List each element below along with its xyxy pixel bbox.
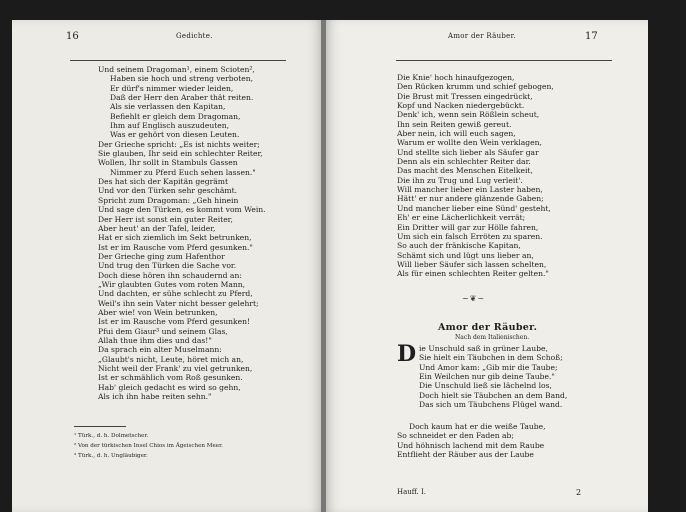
signature-mark: Hauff. I.	[397, 488, 426, 496]
footnote-1: ¹ Türk., d. h. Dolmetscher.	[74, 433, 149, 439]
verse-line: Und vor den Türken sehr geschämt.	[98, 186, 238, 196]
verse-line: Ihm auf Englisch auszudeuten,	[110, 121, 230, 131]
footnote-rule	[74, 426, 126, 427]
verse-line: So schneidet er den Faden ab;	[397, 431, 514, 441]
verse-line: Aber heut' an der Tafel, leider,	[98, 223, 216, 233]
verse-line: Doch kaum hat er die weiße Taube,	[409, 422, 546, 431]
verse-line: Um sich ein falsch Erröten zu sparen.	[397, 231, 543, 241]
section-ornament: ~❦~	[462, 294, 486, 303]
verse-line: Warum er wollte den Wein verklagen,	[397, 138, 542, 148]
left-page-number: 16	[66, 31, 79, 42]
verse-line: Und dachten, er sühe schlecht zu Pferd,	[98, 289, 253, 299]
verse-line: Ein Weilchen nur gib deine Taube."	[419, 372, 555, 382]
verse-line: Und seinem Dragoman¹, einem Scioten²,	[98, 65, 255, 74]
verse-line: Als ich ihn habe reiten sehn."	[98, 392, 212, 402]
verse-line: Sie glauben, Ihr seid ein schlechter Reiter,	[98, 149, 263, 159]
verse-line: Will lieber Säufer sich lassen schelten,	[397, 259, 547, 269]
verse-line: Die Brust mit Tressen eingedrückt,	[397, 91, 533, 101]
verse-line: Ist er schmählich vom Roß gesunken.	[98, 373, 243, 383]
verse-line: Das macht des Menschen Eitelkeit,	[397, 166, 533, 176]
left-poem-text	[98, 65, 266, 401]
verse-line: Und Amor kam: „Gib mir die Taube;	[419, 362, 558, 372]
right-page-number: 17	[585, 31, 598, 42]
book-gutter	[321, 20, 326, 512]
poem-stanza-2	[397, 422, 546, 459]
verse-line: Da sprach ein alter Muselmann:	[98, 345, 222, 355]
verse-line: Und sage den Türken, es kommt vom Wein.	[98, 205, 266, 215]
verse-line: Das sich um Täubchens Flügel wand.	[419, 400, 563, 410]
verse-line: Als sie verlassen den Kapitan,	[110, 102, 226, 112]
verse-line: „Wir glaubten Gutes vom roten Mann,	[98, 279, 246, 289]
verse-line: „Glaubt's nicht, Leute, höret mich an,	[98, 354, 244, 364]
verse-line: Daß der Herr den Araber thät reiten.	[110, 93, 254, 103]
verse-line: Nimmer zu Pferd Euch sehen lassen."	[110, 167, 256, 177]
verse-line: Ein Dritter will gar zur Hölle fahren,	[397, 222, 539, 232]
verse-line: Schämt sich und lügt uns lieber an,	[397, 250, 534, 260]
verse-line: Sie hielt ein Täubchen in dem Schoß;	[419, 353, 563, 363]
verse-line: Entflieht der Räuber aus der Laube	[397, 450, 534, 460]
right-poem-text	[397, 73, 554, 279]
verse-line: Die Unschuld ließ sie lächelnd los,	[419, 381, 552, 391]
verse-line: Hab' gleich gedacht es wird so gehn,	[98, 382, 241, 392]
verse-line: Aber wie! von Wein betrunken,	[98, 307, 218, 317]
verse-line: Pfui dem Giaur³ und seinem Glas,	[98, 326, 228, 336]
verse-line: Was er gehört von diesen Leuten.	[110, 130, 240, 140]
footnote-3: ³ Türk., d. h. Ungläubiger.	[74, 453, 148, 459]
verse-line: Haben sie hoch und streng verboten,	[110, 74, 254, 84]
poem-subtitle: Nach dem Italienischen.	[455, 334, 530, 341]
left-head-rule	[70, 60, 286, 61]
drop-cap: D	[397, 341, 417, 367]
verse-line: Allah thue ihm dies und das!"	[98, 335, 212, 345]
verse-line: Hat er sich ziemlich im Sekt betrunken,	[98, 233, 252, 243]
footnote-2: ² Von der türkischen Insel Chios im Ägeischen Meer.	[74, 443, 223, 449]
verse-line: Spricht zum Dragoman: „Geh hinein	[98, 195, 239, 205]
verse-line: Ihn sein Reiten gewiß gereut.	[397, 119, 512, 129]
verse-line: Der Grieche spricht: „Es ist nichts weiter;	[98, 139, 260, 149]
signature-number: 2	[576, 488, 582, 497]
verse-line: So auch der fränkische Kapitan,	[397, 241, 521, 251]
verse-line: Doch hielt sie Täubchen an dem Band,	[419, 390, 568, 400]
poem-title: Amor der Räuber.	[438, 322, 538, 333]
verse-line: Die ihn zu Trug und Lug verleit'.	[397, 175, 523, 185]
verse-line: Will mancher lieber ein Laster haben,	[397, 185, 543, 195]
verse-line: Kopf und Nacken niedergebückt.	[397, 101, 525, 111]
verse-line: Der Grieche ging zum Hafenthor	[98, 251, 225, 261]
verse-line: Ist er im Rausche vom Pferd gesunken!	[98, 317, 251, 327]
right-head-rule	[396, 60, 612, 61]
verse-line: Und stellte sich lieber als Säufer gar	[397, 147, 539, 157]
verse-line: Nicht weil der Frank' zu viel getrunken,	[98, 364, 253, 373]
right-running-head: Amor der Räuber.	[448, 32, 517, 40]
verse-line: Den Rücken krumm und schief gebogen,	[397, 82, 554, 92]
verse-line: Doch diese hören ihn schaudernd an:	[98, 270, 242, 280]
verse-line: Der Herr ist sonst ein guter Reiter,	[98, 214, 233, 224]
verse-line: Weil's ihn sein Vater nicht besser gelehrt;	[98, 298, 259, 308]
verse-line: ie Unschuld saß in grüner Laube,	[419, 344, 548, 353]
verse-line: Er dürf's nimmer wieder leiden,	[110, 83, 234, 93]
left-running-head: Gedichte.	[176, 32, 213, 40]
verse-line: Des hat sich der Kapitän gegrämt	[98, 177, 229, 187]
verse-line: Wollen, Ihr sollt in Stambuls Gassen	[98, 158, 238, 168]
verse-line: Befiehlt er gleich dem Dragoman,	[110, 111, 241, 121]
verse-line: Und mancher lieber eine Sünd' gesteht,	[397, 203, 551, 213]
verse-line: Ist er im Rausche vom Pferd gesunken."	[98, 242, 253, 252]
verse-line: Und trug den Türken die Sache vor.	[98, 261, 237, 271]
verse-line: Und höhnisch lachend mit dem Raube	[397, 440, 545, 450]
verse-line: Denk' ich, wenn sein Rößlein scheut,	[397, 110, 540, 120]
verse-line: Aber nein, ich will euch sagen,	[397, 129, 516, 139]
verse-line: Denn als ein schlechter Reiter dar.	[397, 157, 531, 167]
verse-line: Die Knie' hoch hinaufgezogen,	[397, 73, 515, 82]
verse-line: Eh' er eine Lächerlichkeit verrät;	[397, 213, 526, 223]
verse-line: Hätt' er nur andere glänzende Gaben;	[397, 194, 544, 204]
poem-stanza-1	[419, 344, 567, 409]
verse-line: Als für einen schlechten Reiter gelten."	[397, 269, 549, 279]
